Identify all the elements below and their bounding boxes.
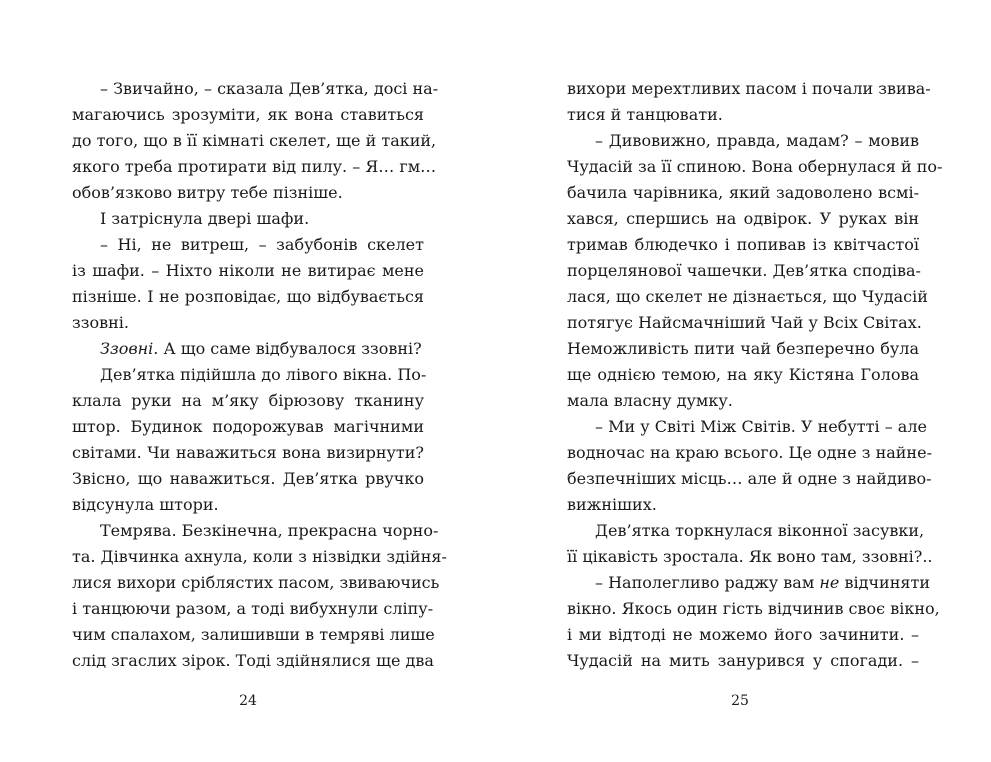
text-line: вікно. Якось один гість відчинив своє вікно, — [567, 599, 940, 618]
text-line: потягує Найсмачніший Чай у Всіх Світах. — [567, 313, 922, 332]
text-line: водночас на краю всього. Це одне з найне- — [567, 443, 932, 462]
text-line: пізніше. І не розповідає, що відбувається — [72, 287, 424, 306]
text-line: хався, спершись на одвірок. У руках він — [567, 209, 919, 228]
right-page — [567, 76, 943, 674]
text-line: якого треба протирати від пилу. – Я… гм… — [72, 157, 437, 176]
text-line: Темрява. Безкінечна, прекрасна чорно- — [100, 521, 439, 540]
text-line: – Дивовижно, правда, мадам? – мовив — [595, 131, 919, 150]
text-line: клала руки на м’яку бірюзову тканину — [72, 391, 424, 410]
text-line: тися й танцювати. — [567, 105, 723, 124]
text-line: відсунула штори. — [72, 495, 219, 514]
italic-word: Ззовні. — [100, 339, 159, 358]
text-line: лися вихори сріблястих пасом, звиваючись — [72, 573, 440, 592]
text-line: порцелянової чашечки. Дев’ятка сподіва- — [567, 261, 921, 280]
italic-word: не — [819, 573, 840, 592]
text-line: слід згаслих зірок. Тоді здійнялися ще два — [72, 651, 434, 670]
text-line: – Ми у Світі Між Світів. У небутті – але — [595, 417, 927, 436]
text-line: штор. Будинок подорожував магічними — [72, 417, 424, 436]
page-number-right: 25 — [731, 693, 749, 709]
text-span: відчиняти — [844, 573, 930, 592]
text-line: світами. Чи наважиться вона визирнути? — [72, 443, 424, 462]
text-line: і танцюючи разом, а тоді вибухнули сліпу- — [72, 599, 434, 618]
text-line: Чудасій за її спиною. Вона обернулася й по- — [567, 157, 943, 176]
text-line: Чудасій на мить занурився у спогади. – — [567, 651, 919, 670]
text-line: Дев’ятка підійшла до лівого вікна. По- — [100, 365, 427, 384]
text-line: Дев’ятка торкнулася віконної засувки, — [595, 521, 925, 540]
text-line: Неможливість пити чай безперечно була — [567, 339, 919, 358]
page-number-left: 24 — [239, 693, 257, 709]
text-line: Звісно, що наважиться. Дев’ятка рвучко — [72, 469, 424, 488]
text-line: – Звичайно, – сказала Дев’ятка, досі на- — [100, 79, 439, 98]
text-line: магаючись зрозуміти, як вона ставиться — [72, 105, 424, 124]
text-line: чим спалахом, залишивши в темряві лише — [72, 625, 435, 644]
text-line: безпечніших місць… але й одне з найдиво- — [567, 469, 932, 488]
text-line: і ми відтоді не можемо його зачинити. – — [567, 625, 919, 644]
left-page — [72, 76, 447, 674]
text-span: А що саме відбувалося ззовні? — [163, 339, 422, 358]
text-line — [72, 336, 424, 362]
text-line: із шафи. – Ніхто ніколи не витирає мене — [72, 261, 424, 280]
text-line: мала власну думку. — [567, 391, 733, 410]
text-line: лася, що скелет не дізнається, що Чудасій — [567, 287, 928, 306]
text-line: вихори мерехтливих пасом і почали звива- — [567, 79, 931, 98]
text-line: бачила чарівника, який задоволено всмі- — [567, 183, 919, 202]
text-line: обов’язково витру тебе пізніше. — [72, 183, 343, 202]
text-line: вижніших. — [567, 495, 657, 514]
text-line — [567, 570, 930, 596]
text-line: тримав блюдечко і попивав із квітчастої — [567, 235, 919, 254]
text-line: та. Дівчинка ахнула, коли з нізвідки здійня- — [72, 547, 447, 566]
text-span: – Наполегливо раджу вам — [595, 573, 815, 592]
text-line: її цікавість зростала. Як воно там, ззовні?.. — [567, 547, 933, 566]
text-line: ще однією темою, на яку Кістяна Голова — [567, 365, 919, 384]
text-line: І затріснула двері шафи. — [100, 209, 310, 228]
text-line: – Ні, не витреш, – забубонів скелет — [100, 235, 424, 254]
text-line: до того, що в її кімнаті скелет, ще й такий, — [72, 131, 437, 150]
text-line: ззовні. — [72, 313, 129, 332]
